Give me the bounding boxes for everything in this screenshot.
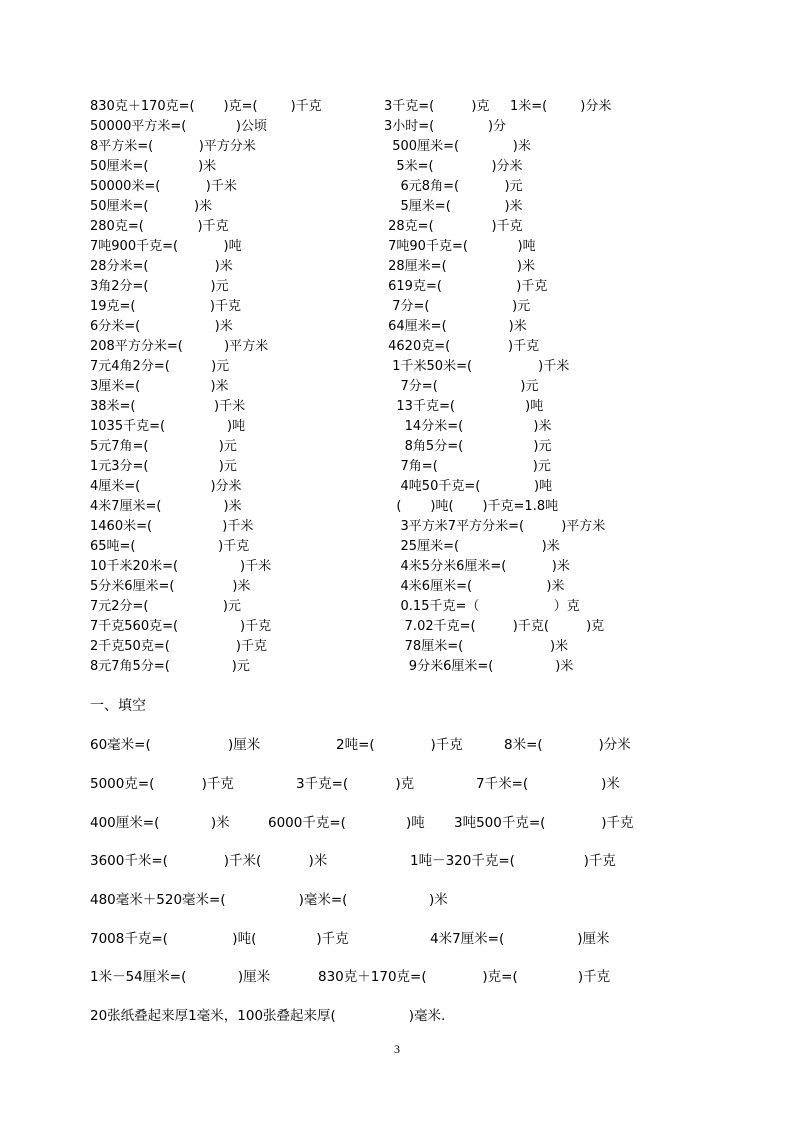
conversion-item: 28厘米=( )米 — [384, 259, 535, 274]
fill-blank-item: 5000克=( )千克 — [90, 776, 234, 792]
conversion-item: 5厘米=( )米 — [384, 199, 523, 214]
conversion-item: 3千克=( )克 — [384, 99, 490, 114]
fill-blank-item: 7008千克=( )吨( )千克 — [90, 931, 349, 947]
conversion-item: 208平方分米=( )平方米 — [90, 339, 269, 354]
conversion-item: 1460米=( )千米 — [90, 519, 254, 534]
conversion-item: 6元8角=( )元 — [384, 179, 523, 194]
conversion-item: 7吨900千克=( )吨 — [90, 239, 242, 254]
conversion-item: 50000平方米=( )公顷 — [90, 119, 267, 134]
conversion-item: 64厘米=( )米 — [384, 319, 527, 334]
conversion-item: 8元7角5分=( )元 — [90, 659, 250, 674]
fill-blank-item: 1米－54厘米=( )厘米 — [90, 969, 271, 985]
fill-blank-item: 8米=( )分米 — [504, 737, 631, 753]
conversion-item: 4厘米=( )分米 — [90, 479, 242, 494]
fill-blank-item: 4米7厘米=( )厘米 — [430, 931, 610, 947]
fill-blank-item: 60毫米=( )厘米 — [90, 737, 261, 753]
fill-blank-item: 400厘米=( )米 — [90, 815, 230, 831]
conversion-item: 2千克50克=( )千克 — [90, 639, 267, 654]
conversion-item: 1千米50米=( )千米 — [384, 359, 570, 374]
conversion-item: 7分=( )元 — [384, 299, 531, 314]
fill-blank-item: 830克＋170克=( )克=( )千克 — [318, 969, 611, 985]
conversion-item: 280克=( )千克 — [90, 219, 229, 234]
conversion-item: 9分米6厘米=( )米 — [384, 659, 574, 674]
conversion-item: 4米5分米6厘米=( )米 — [384, 559, 570, 574]
conversion-item: 0.15千克=（ ）克 — [384, 599, 580, 614]
conversion-item: 3小时=( )分 — [384, 119, 507, 134]
conversion-item: 5元7角=( )元 — [90, 439, 237, 454]
page-number: 3 — [394, 1042, 400, 1056]
conversion-item: 7.02千克=( )千克( )克 — [384, 619, 605, 634]
conversion-item: 13千克=( )吨 — [384, 399, 544, 414]
conversion-item: 3角2分=( )元 — [90, 279, 229, 294]
conversion-item: 6分米=( )米 — [90, 319, 233, 334]
conversion-item: 500厘米=( )米 — [384, 139, 531, 154]
fill-blank-item: 3千克=( )克 — [296, 776, 415, 792]
fill-blank-item: 3600千米=( )千米( )米 — [90, 853, 328, 869]
conversion-item: 19克=( )千克 — [90, 299, 241, 314]
conversion-item: 50厘米=( )米 — [90, 199, 213, 214]
conversion-item: 3厘米=( )米 — [90, 379, 229, 394]
conversion-item: 7吨90千克=( )吨 — [384, 239, 536, 254]
conversion-item: 25厘米=( )米 — [384, 539, 560, 554]
conversion-item: 5米=( )分米 — [384, 159, 523, 174]
fill-blank-item: 1吨－320千克=( )千克 — [410, 853, 616, 869]
conversion-item: 7分=( )元 — [384, 379, 539, 394]
fill-blank-item: 3吨500千克=( )千克 — [454, 815, 634, 831]
conversion-item: 7元4角2分=( )元 — [90, 359, 230, 374]
conversion-item: 1035千克=( )吨 — [90, 419, 246, 434]
fill-blank-item: 480毫米＋520毫米=( )毫米=( )米 — [90, 892, 448, 908]
conversion-item: 10千米20米=( )千米 — [90, 559, 272, 574]
conversion-item: 1米=( )分米 — [510, 99, 612, 114]
conversion-item: 619克=( )千克 — [384, 279, 548, 294]
conversion-item: 4米6厘米=( )米 — [384, 579, 565, 594]
conversion-item: 7元2分=( )元 — [90, 599, 241, 614]
conversion-item: 7角=( )元 — [384, 459, 551, 474]
conversion-item: 65吨=( )千克 — [90, 539, 250, 554]
fill-blank-item: 20张纸叠起来厚1毫米，100张叠起来厚( )毫米. — [90, 1008, 446, 1024]
conversion-item: 4米7厘米=( )米 — [90, 499, 242, 514]
conversion-item: 3平方米7平方分米=( )平方米 — [384, 519, 606, 534]
conversion-item: 4吨50千克=( )吨 — [384, 479, 553, 494]
section-heading: 一、填空 — [90, 698, 146, 714]
conversion-item: 1元3分=( )元 — [90, 459, 237, 474]
conversion-item: 50厘米=( )米 — [90, 159, 217, 174]
conversion-item: 50000米=( )千米 — [90, 179, 237, 194]
conversion-item: 78厘米=( )米 — [384, 639, 569, 654]
conversion-item: 14分米=( )米 — [384, 419, 552, 434]
conversion-item: 38米=( )千米 — [90, 399, 246, 414]
fill-blank-item: 2吨=( )千克 — [336, 737, 463, 753]
conversion-item: 8平方米=( )平方分米 — [90, 139, 256, 154]
conversion-item: 7千克560克=( )千克 — [90, 619, 272, 634]
conversion-item: 28克=( )千克 — [384, 219, 523, 234]
fill-blank-item: 6000千克=( )吨 — [268, 815, 425, 831]
conversion-item: 5分米6厘米=( )米 — [90, 579, 251, 594]
conversion-item: ( )吨( )千克=1.8吨 — [384, 499, 559, 514]
conversion-item: 28分米=( )米 — [90, 259, 233, 274]
conversion-item: 8角5分=( )元 — [384, 439, 552, 454]
conversion-item: 830克＋170克=( )克=( )千克 — [90, 99, 322, 114]
fill-blank-item: 7千米=( )米 — [476, 776, 620, 792]
conversion-item: 4620克=( )千克 — [384, 339, 540, 354]
